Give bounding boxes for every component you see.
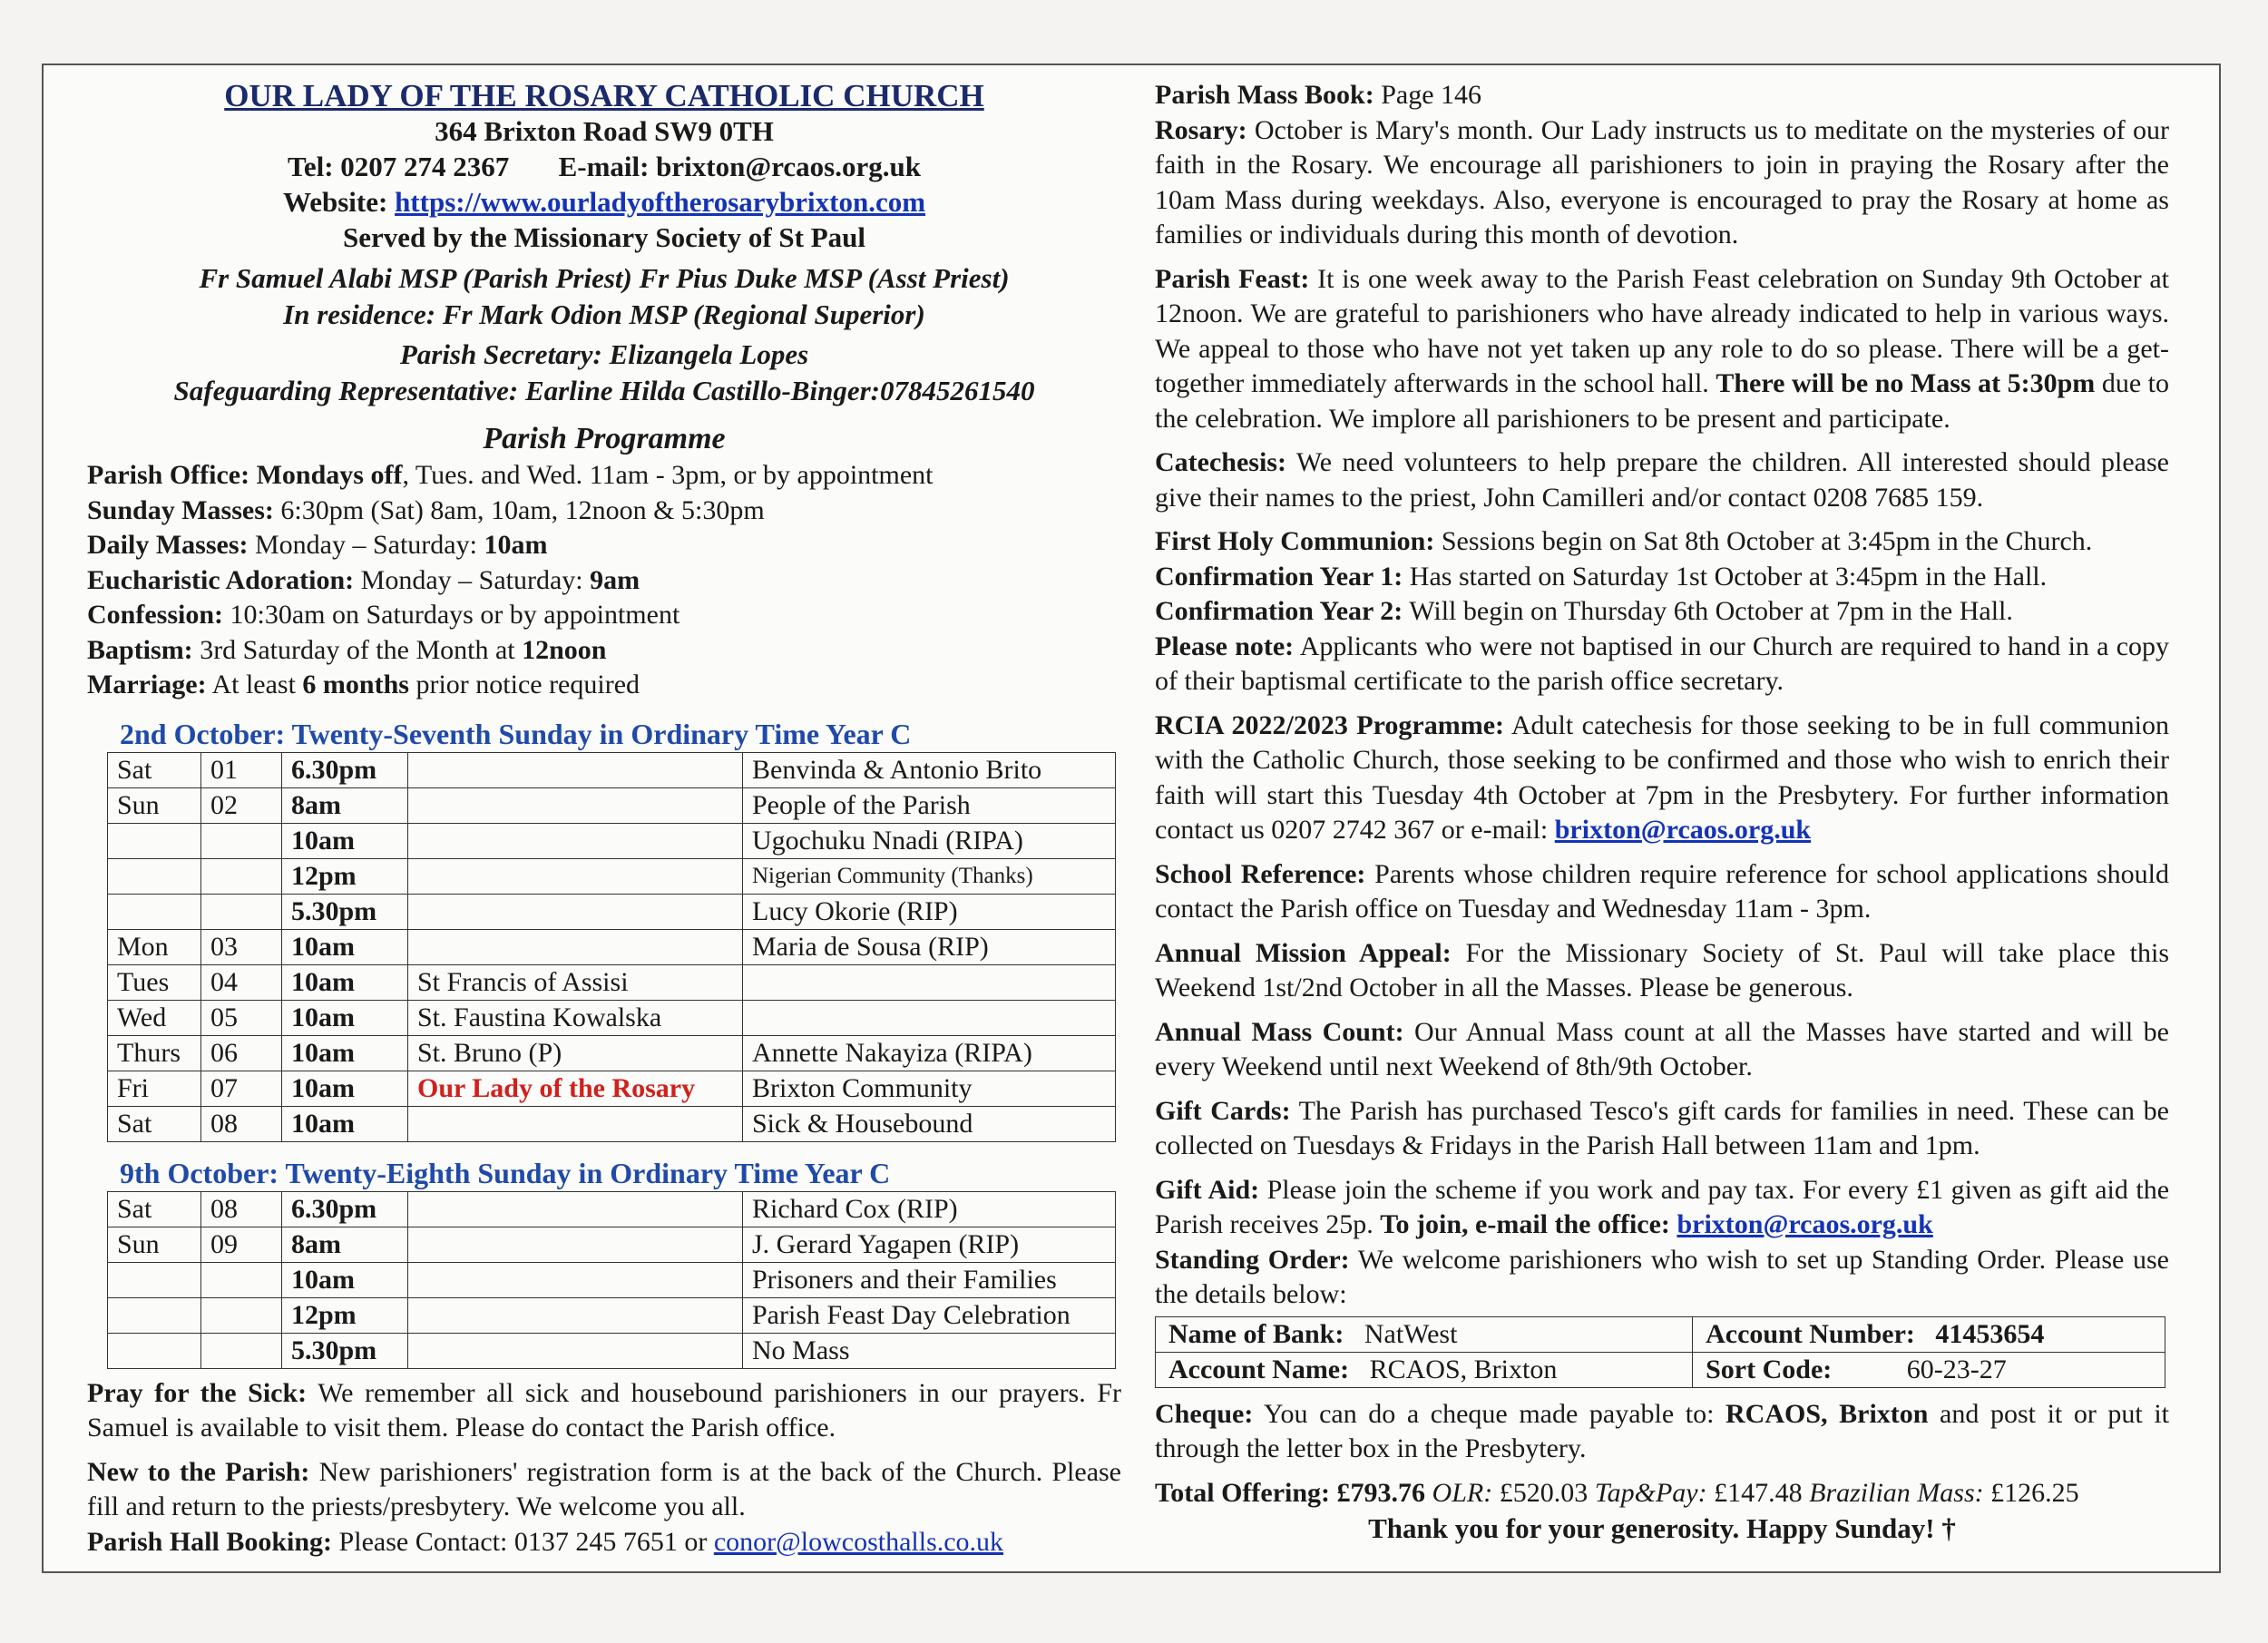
schedule-row xyxy=(108,1106,1116,1141)
time-cell: 12pm xyxy=(282,1297,408,1333)
date-cell: 08 xyxy=(201,1106,282,1141)
day-cell: Wed xyxy=(108,1000,201,1035)
date-cell xyxy=(201,1262,282,1297)
time-cell: 10am xyxy=(282,929,408,964)
schedule-row xyxy=(108,752,1116,787)
time-cell: 10am xyxy=(282,1000,408,1035)
day-cell: Sat xyxy=(108,752,201,787)
account-name-cell: Account Name: RCAOS, Brixton xyxy=(1156,1352,1693,1387)
schedule-row xyxy=(108,858,1116,894)
time-cell: 10am xyxy=(282,1262,408,1297)
schedule-row xyxy=(108,894,1116,929)
day-cell: Mon xyxy=(108,929,201,964)
date-cell: 06 xyxy=(201,1035,282,1071)
website-label: Website: xyxy=(282,186,388,218)
feast-cell xyxy=(408,1297,743,1333)
time-cell: 12pm xyxy=(282,858,408,894)
intention-cell xyxy=(743,964,1116,1000)
feast-cell xyxy=(408,752,743,787)
first-communion-note: First Holy Communion: Sessions begin on Sat 8th October at 3:45pm in the Church. xyxy=(1155,526,2093,556)
feast-cell: St. Bruno (P) xyxy=(408,1035,743,1071)
hall-booking: Parish Hall Booking: Please Contact: 0137 245 7651 or conor@lowcosthalls.co.uk xyxy=(87,1526,1004,1557)
intention-cell: Sick & Housebound xyxy=(743,1106,1116,1141)
thanks-line: Thank you for your generosity. Happy Sunday! † xyxy=(1368,1512,1956,1544)
time-cell: 10am xyxy=(282,1106,408,1141)
new-to-parish: New to the Parish: New parishioners' registration form is at the back of the Church. Please fill and return to the priests/presbytery. We welcome you all. xyxy=(87,1456,1121,1521)
week1-schedule xyxy=(107,752,1116,1142)
intention-cell: Annette Nakayiza (RIPA) xyxy=(743,1035,1116,1071)
feast-cell xyxy=(408,1191,743,1227)
date-cell: 04 xyxy=(201,964,282,1000)
programme-line: Eucharistic Adoration: Monday – Saturday: 9am xyxy=(87,564,640,595)
confirmation1-note: Confirmation Year 1: Has started on Saturday 1st October at 3:45pm in the Hall. xyxy=(1155,561,2048,592)
time-cell: 5.30pm xyxy=(282,1333,408,1368)
hall-email-link[interactable]: conor@lowcosthalls.co.uk xyxy=(713,1526,1004,1557)
gift-cards-note: Gift Cards: The Parish has purchased Tesco's gift cards for families in need. These can be collected on Tuesdays & Fridays in the Parish Hall between 11am and 1pm. xyxy=(1155,1095,2169,1160)
programme-line: Sunday Masses: 6:30pm (Sat) 8am, 10am, 12noon & 5:30pm xyxy=(87,494,765,525)
date-cell xyxy=(201,1297,282,1333)
pray-for-sick: Pray for the Sick: We remember all sick and housebound parishioners in our prayers. Fr Samuel is available to visit them. Please do contact the Parish office. xyxy=(87,1377,1121,1443)
date-cell: 07 xyxy=(201,1071,282,1106)
schedule-row xyxy=(108,1333,1116,1368)
bank-cell: Name of Bank: NatWest xyxy=(1156,1316,1693,1352)
time-cell: 10am xyxy=(282,823,408,858)
day-cell xyxy=(108,823,201,858)
schedule-row xyxy=(108,1000,1116,1035)
programme-line: Baptism: 3rd Saturday of the Month at 12noon xyxy=(87,634,607,665)
schedule-row xyxy=(108,1071,1116,1106)
cheque-note: Cheque: You can do a cheque made payable to: RCAOS, Brixton and post it or put it through the letter box in the Presbytery. xyxy=(1155,1398,2169,1463)
intention-cell: People of the Parish xyxy=(743,787,1116,823)
served-by: Served by the Missionary Society of St Paul xyxy=(342,221,866,253)
schedule-row xyxy=(108,964,1116,1000)
date-cell xyxy=(201,1333,282,1368)
day-cell: Sun xyxy=(108,1227,201,1262)
contact-line xyxy=(87,149,1121,184)
programme-list xyxy=(87,458,1121,703)
time-cell: 5.30pm xyxy=(282,894,408,929)
feast-cell: Our Lady of the Rosary xyxy=(408,1071,743,1106)
account-number-cell: Account Number: 41453654 xyxy=(1693,1316,2165,1352)
feast-cell xyxy=(408,787,743,823)
day-cell xyxy=(108,1262,201,1297)
intention-cell: J. Gerard Yagapen (RIP) xyxy=(743,1227,1116,1262)
bank-row xyxy=(1156,1316,2165,1352)
email[interactable]: E-mail: brixton@rcaos.org.uk xyxy=(558,151,921,182)
day-cell: Sun xyxy=(108,787,201,823)
day-cell: Sat xyxy=(108,1191,201,1227)
programme-line: Daily Masses: Monday – Saturday: 10am xyxy=(87,530,548,560)
priests: Fr Samuel Alabi MSP (Parish Priest) Fr Pius Duke MSP (Asst Priest) xyxy=(199,262,1010,294)
schedule-row xyxy=(108,1297,1116,1333)
week2-schedule xyxy=(107,1191,1116,1369)
bank-row xyxy=(1156,1352,2165,1387)
date-cell xyxy=(201,858,282,894)
intention-cell: Richard Cox (RIP) xyxy=(743,1191,1116,1227)
date-cell: 01 xyxy=(201,752,282,787)
feast-cell: St. Faustina Kowalska xyxy=(408,1000,743,1035)
mass-book: Parish Mass Book: Page 146 xyxy=(1155,80,1482,110)
phone: Tel: 0207 274 2367 xyxy=(288,151,510,182)
in-residence: In residence: Fr Mark Odion MSP (Regional Superior) xyxy=(283,298,925,330)
sort-code-cell: Sort Code: 60-23-27 xyxy=(1693,1352,2165,1387)
mass-count-note: Annual Mass Count: Our Annual Mass count at all the Masses have started and will be every Weekend until next Weekend of 8th/9th October. xyxy=(1155,1016,2169,1081)
day-cell xyxy=(108,1297,201,1333)
intention-cell: Lucy Okorie (RIP) xyxy=(743,894,1116,929)
rcia-note: RCIA 2022/2023 Programme: Adult catechesis for those seeking to be in full communion with the Catholic Church, those seeking to be confirmed and those who wish to enrich their faith will start this Tuesday 4th October at 7pm in the Presbytery. For further information contact us 0207 2742 367 or e-mail: brixton@rcaos.org.uk xyxy=(1155,709,2169,845)
time-cell: 10am xyxy=(282,1071,408,1106)
schedule-row xyxy=(108,1035,1116,1071)
feast-cell: St Francis of Assisi xyxy=(408,964,743,1000)
schedule-row xyxy=(108,1262,1116,1297)
intention-cell: Prisoners and their Families xyxy=(743,1262,1116,1297)
parish-feast-note: Parish Feast: It is one week away to the Parish Feast celebration on Sunday 9th October at 12noon. We are grateful to parishioners who have already indicated to help in various ways. We appeal to those who have not yet taken up any role to do so please. There will be a get-together immediately afterwards in the school hall. There will be no Mass at 5:30pm due to the celebration. We implore all parishioners to be present and participate. xyxy=(1155,263,2170,434)
bank-details-table xyxy=(1155,1316,2165,1388)
date-cell: 05 xyxy=(201,1000,282,1035)
rcia-email-link[interactable]: brixton@rcaos.org.uk xyxy=(1554,815,1812,845)
intention-cell: Parish Feast Day Celebration xyxy=(743,1297,1116,1333)
time-cell: 6.30pm xyxy=(282,752,408,787)
time-cell: 6.30pm xyxy=(282,1191,408,1227)
catechesis-note: Catechesis: We need volunteers to help prepare the children. All interested should please give their names to the priest, John Camilleri and/or contact 0208 7685 159. xyxy=(1155,447,2169,513)
date-cell xyxy=(201,894,282,929)
day-cell xyxy=(108,858,201,894)
day-cell: Thurs xyxy=(108,1035,201,1071)
programme-line: Confession: 10:30am on Saturdays or by appointment xyxy=(87,600,680,630)
intention-cell: Ugochuku Nnadi (RIPA) xyxy=(743,823,1116,858)
confirmation2-note: Confirmation Year 2: Will begin on Thursday 6th October at 7pm in the Hall. xyxy=(1155,596,2013,626)
rosary-note: Rosary: October is Mary's month. Our Lady instructs us to meditate on the mysteries of our faith in the Rosary. We encourage all parishioners to join in praying the Rosary after the 10am Mass during weekdays. Also, everyone is encouraged to pray the Rosary at home as families or individuals during this month of devotion. xyxy=(1155,114,2169,249)
schedule-row xyxy=(108,1227,1116,1262)
feast-cell xyxy=(408,1333,743,1368)
day-cell: Tues xyxy=(108,964,201,1000)
intention-cell xyxy=(743,1000,1116,1035)
feast-cell xyxy=(408,858,743,894)
right-column xyxy=(1155,78,2169,1547)
programme-title: Parish Programme xyxy=(483,422,726,455)
feast-cell xyxy=(408,894,743,929)
time-cell: 8am xyxy=(282,787,408,823)
left-column xyxy=(87,78,1121,1560)
day-cell xyxy=(108,1333,201,1368)
feast-cell xyxy=(408,1262,743,1297)
time-cell: 8am xyxy=(282,1227,408,1262)
week1-title: 2nd October: Twenty-Seventh Sunday in Ordinary Time Year C xyxy=(120,717,912,750)
please-note: Please note: Applicants who were not baptised in our Church are required to hand in a copy of their baptismal certificate to the parish office secretary. xyxy=(1155,631,2170,696)
standing-order-note: Standing Order: We welcome parishioners who wish to set up Standing Order. Please use the details below: xyxy=(1155,1244,2169,1309)
school-reference-note: School Reference: Parents whose children require reference for school applications should contact the Parish office on Tuesday and Wednesday 11am - 3pm. xyxy=(1155,858,2169,924)
parish-secretary: Parish Secretary: Elizangela Lopes xyxy=(399,338,809,370)
intention-cell: Benvinda & Antonio Brito xyxy=(743,752,1116,787)
feast-cell xyxy=(408,929,743,964)
website-line xyxy=(87,184,1121,220)
date-cell xyxy=(201,823,282,858)
programme-line: Marriage: At least 6 months prior notice required xyxy=(87,670,640,699)
left-notes xyxy=(87,1376,1121,1560)
feast-cell xyxy=(408,1227,743,1262)
feast-cell xyxy=(408,1106,743,1141)
gift-aid-email-link[interactable]: brixton@rcaos.org.uk xyxy=(1677,1209,1933,1239)
day-cell xyxy=(108,894,201,929)
website-link[interactable]: https://www.ourladyoftherosarybrixton.com xyxy=(395,186,926,218)
programme-line: Parish Office: Mondays off, Tues. and Wed. 11am - 3pm, or by appointment xyxy=(87,460,934,490)
day-cell: Fri xyxy=(108,1071,201,1106)
intention-cell: Nigerian Community (Thanks) xyxy=(743,858,1116,894)
intention-cell: Maria de Sousa (RIP) xyxy=(743,929,1116,964)
date-cell: 08 xyxy=(201,1191,282,1227)
date-cell: 09 xyxy=(201,1227,282,1262)
schedule-row xyxy=(108,823,1116,858)
total-offering: Total Offering: £793.76 OLR: £520.03 Tap&Pay: £147.48 Brazilian Mass: £126.25 xyxy=(1155,1477,2079,1508)
church-name: OUR LADY OF THE ROSARY CATHOLIC CHURCH xyxy=(224,78,984,113)
time-cell: 10am xyxy=(282,964,408,1000)
date-cell: 02 xyxy=(201,787,282,823)
intention-cell: Brixton Community xyxy=(743,1071,1116,1106)
date-cell: 03 xyxy=(201,929,282,964)
safeguarding: Safeguarding Representative: Earline Hilda Castillo-Binger:07845261540 xyxy=(173,375,1035,406)
time-cell: 10am xyxy=(282,1035,408,1071)
gift-aid-note: Gift Aid: Please join the scheme if you work and pay tax. For every £1 given as gift aid the Parish receives 25p. To join, e-mail the office: brixton@rcaos.org.uk xyxy=(1155,1174,2170,1239)
mission-appeal-note: Annual Mission Appeal: For the Missionary Society of St. Paul will take place this Weekend 1st/2nd October in all the Masses. Please be generous. xyxy=(1155,937,2170,1002)
schedule-row xyxy=(108,787,1116,823)
week2-title: 9th October: Twenty-Eighth Sunday in Ordinary Time Year C xyxy=(120,1156,891,1189)
schedule-row xyxy=(108,929,1116,964)
address: 364 Brixton Road SW9 0TH xyxy=(435,115,774,147)
feast-cell xyxy=(408,823,743,858)
intention-cell: No Mass xyxy=(743,1333,1116,1368)
day-cell: Sat xyxy=(108,1106,201,1141)
schedule-row xyxy=(108,1191,1116,1227)
